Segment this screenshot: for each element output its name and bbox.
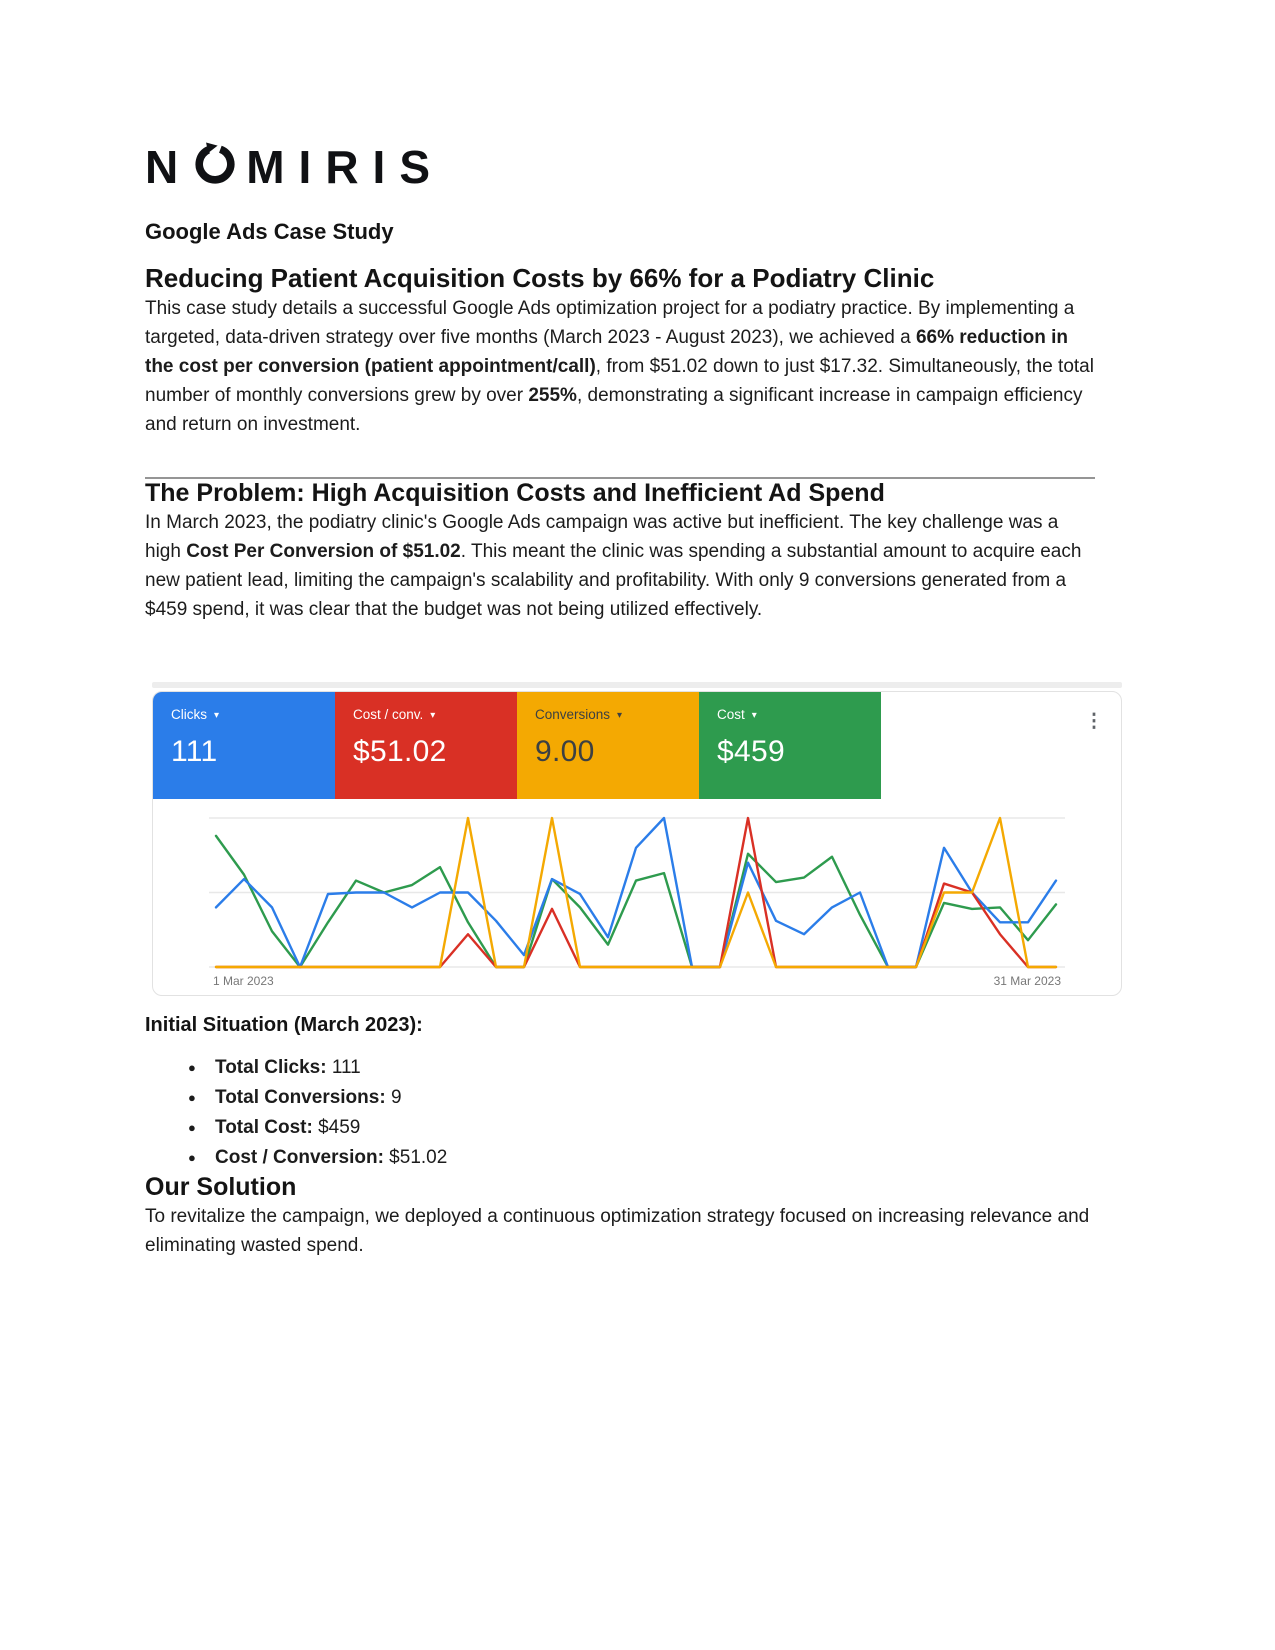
ads-dashboard-figure [152, 682, 1122, 996]
cost-per-conv-label: Cost / conv. [353, 707, 424, 722]
x-axis-end-label: 31 Mar 2023 [993, 974, 1061, 988]
cost-value: $459 [717, 735, 785, 768]
list-item [145, 1053, 1095, 1083]
item-value: $459 [312, 1117, 361, 1138]
series-line-cost [216, 836, 1056, 967]
bullet-icon: ● [188, 1150, 196, 1165]
logo-text-left: N [145, 140, 193, 193]
chevron-down-icon[interactable]: ▾ [617, 709, 623, 721]
clicks-label: Clicks [171, 707, 207, 722]
problem-heading: The Problem: High Acquisition Costs and Inefficient Ad Spend [145, 479, 885, 507]
chevron-down-icon[interactable]: ▾ [751, 709, 757, 721]
problem-paragraph: In March 2023, the podiatry clinic's Google Ads campaign was active but inefficient. The key challenge was a high Cost Per Conversion of $51.02. This meant the clinic was spending a substantial amount to acquire each new patient lead, limiting the campaign's scalability and profitability. With only 9 conversions generated from a $459 spend, it was clear that the budget was not being utilized effectively. [145, 512, 1082, 620]
initial-situation-heading: Initial Situation (March 2023): [145, 1014, 423, 1036]
clicks-scorecard[interactable] [153, 692, 335, 799]
ads-dashboard-card [152, 691, 1122, 996]
cost-per-conv-value: $51.02 [353, 735, 447, 768]
item-value: 9 [385, 1087, 402, 1108]
performance-line-chart [153, 799, 1121, 995]
clicks-value: 111 [171, 735, 218, 768]
initial-situation-list [145, 1053, 1095, 1173]
solution-paragraph: To revitalize the campaign, we deployed a continuous optimization strategy focused on increasing relevance and eliminating wasted spend. [145, 1206, 1090, 1256]
cost-per-conv-scorecard[interactable] [335, 692, 517, 799]
kebab-menu-icon[interactable]: ⋮ [1083, 708, 1105, 734]
list-item [145, 1113, 1095, 1143]
chevron-down-icon[interactable]: ▾ [430, 709, 436, 721]
bullet-icon: ● [188, 1120, 196, 1135]
logo-rotation-o-icon [194, 142, 236, 191]
conversions-label: Conversions [535, 707, 611, 722]
x-axis-start-label: 1 Mar 2023 [213, 974, 274, 988]
bullet-icon: ● [188, 1060, 196, 1075]
conversions-scorecard[interactable] [517, 692, 699, 799]
item-label: Total Cost: [215, 1117, 313, 1138]
item-label: Cost / Conversion: [215, 1147, 384, 1168]
logo-text-right: MIRIS [246, 140, 445, 193]
nomiris-logo [145, 142, 1095, 191]
cost-label: Cost [717, 707, 745, 722]
item-label: Total Conversions: [215, 1087, 386, 1108]
conversions-value: 9.00 [535, 735, 595, 768]
cost-scorecard[interactable] [699, 692, 881, 799]
bullet-icon: ● [188, 1090, 196, 1105]
item-value: 111 [326, 1057, 361, 1078]
intro-paragraph: This case study details a successful Google Ads optimization project for a podiatry practice. By implementing a targeted, data-driven strategy over five months (March 2023 - August 2023), we achieved a 66% reduction in the cost per conversion (patient appointment/call), from $51.02 down to just $17.32. Simultaneously, the total number of monthly conversions grew by over 255%, demonstrating a significant increase in campaign efficiency and return on investment. [145, 298, 1094, 435]
metric-scorecards [153, 692, 1121, 799]
figure-top-edge [152, 682, 1122, 688]
chevron-down-icon[interactable]: ▾ [214, 709, 220, 721]
doc-kicker: Google Ads Case Study [145, 219, 394, 244]
list-item [145, 1083, 1095, 1113]
page-title: Reducing Patient Acquisition Costs by 66% for a Podiatry Clinic [145, 263, 935, 293]
solution-heading: Our Solution [145, 1173, 297, 1201]
list-item [145, 1143, 1095, 1173]
item-value: $51.02 [383, 1147, 448, 1168]
item-label: Total Clicks: [215, 1057, 327, 1078]
